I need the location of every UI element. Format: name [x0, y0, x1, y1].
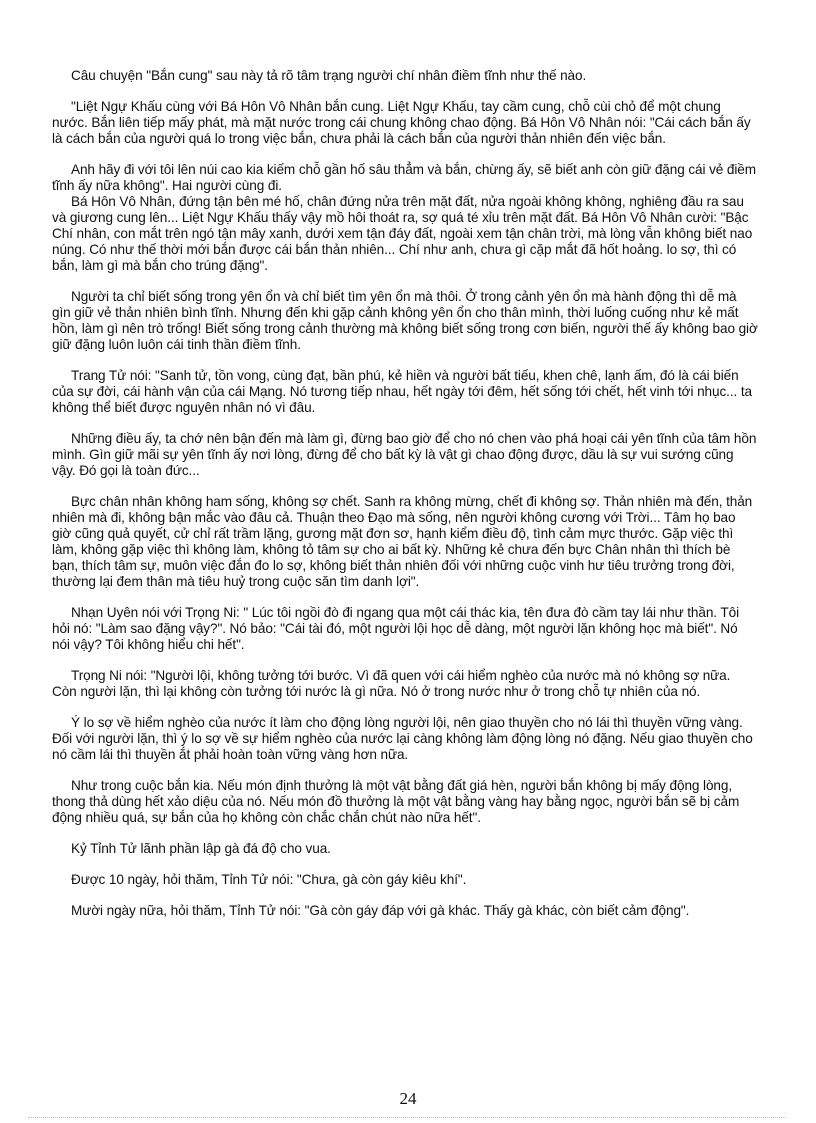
footer-divider [28, 1117, 786, 1118]
page-number: 24 [399, 1089, 417, 1108]
paragraph-15: Mười ngày nữa, hỏi thăm, Tỉnh Tử nói: "Gà còn gáy đáp với gà khác. Thấy gà khác, còn biết cảm động". [71, 903, 690, 918]
paragraph-9: Nhạn Uyên nói với Trọng Ni: " Lúc tôi ngồi đò đi ngang qua một cái thác kia, tên đưa đò cầm tay lái như thần. Tôi hỏi nó: "Làm sao đặng vậy?". Nó bảo: "Cái tài đó, một người lội học dễ dàng, một người lặn không học mà biết". Nó nói vậy? Tôi không hiểu chi hết". [52, 605, 739, 652]
paragraph-7: Những điều ấy, ta chớ nên bận đến mà làm gì, đừng bao giờ để cho nó chen vào phá hoại cái yên tĩnh của tâm hồn mình. Gìn giữ mãi sự yên tĩnh ấy nơi lòng, đừng để cho bất kỳ là vật gì chao động được, dầu là sự vui sướng cũng vậy. Đó gọi là toàn đức... [52, 431, 757, 478]
paragraph-5: Người ta chỉ biết sống trong yên ổn và chỉ biết tìm yên ổn mà thôi. Ở trong cảnh yên ổn mà hành động thì dễ mà gìn giữ vẻ thản nhiên bình tĩnh. Nhưng đến khi gặp cảnh không yên ổn cho thân mình, thời luống cuống như kẻ mất hồn, làm gì nên trò trống! Biết sống trong cảnh thường mà không biết sống trong cơn biến, người thế ấy không bao giờ giữ đặng luôn luôn cái tinh thần điềm tĩnh. [52, 289, 758, 352]
paragraph-8: Bực chân nhân không ham sống, không sợ chết. Sanh ra không mừng, chết đi không sợ. Thản nhiên mà đến, thản nhiên mà đi, không bận mắc vào đâu cả. Thuận theo Đạo mà sống, nên người không cương với Trời... Tâm họ bao giờ cũng quả quyết, cử chỉ rất trầm lặng, gương mặt đơn sơ, hạnh kiểm điều độ, tình cảm mực thước. Gặp việc thì làm, không gặp việc thì không làm, không tỏ tâm sự cho ai bất kỳ. Những kẻ chưa đến bực Chân nhân thì thích bè bạn, thích tâm sự, muôn việc đắn đo lo sợ, không biết thản nhiên đối với những cuộc vinh hư tiêu trưởng trong đời, thường lại đem thân mà tiêu huỷ trong cuộc săn tìm danh lợi". [52, 494, 753, 589]
paragraph-14: Được 10 ngày, hỏi thăm, Tỉnh Tử nói: "Chưa, gà còn gáy kiêu khí". [71, 872, 467, 887]
paragraph-1: Câu chuyện "Bắn cung" sau này tả rõ tâm trạng người chí nhân điềm tĩnh như thế nào. [71, 68, 587, 83]
paragraph-11: Ý lo sợ về hiểm nghèo của nước ít làm cho động lòng người lội, nên giao thuyền cho nó lái thì thuyền vững vàng. Đối với người lặn, thì ý lo sợ về sự hiểm nghèo của nước lại càng không làm động lòng nó đặng. Nếu giao thuyền cho nó cầm lái thì thuyền ắt phải hoàn toàn vững vàng hơn nữa. [52, 715, 753, 762]
paragraph-2: "Liệt Ngự Khấu cùng với Bá Hôn Vô Nhân bắn cung. Liệt Ngự Khấu, tay cầm cung, chỗ cùi chỏ để một chung nước. Bắn liên tiếp mấy phát, mà mặt nước trong cái chung không chao động. Bá Hôn Vô Nhân nói: "Cái cách bắn ấy là cách bắn của người quá lo trong việc bắn, chưa phải là cách bắn của người thản nhiên đến việc bắn. [52, 99, 751, 146]
document-body [52, 68, 758, 934]
paragraph-4: Bá Hôn Vô Nhân, đứng tận bên mé hố, chân đứng nửa trên mặt đất, nửa ngoài không không, nghiêng đầu ra sau và giương cung lên... Liệt Ngự Khấu thấy vậy mồ hôi thoát ra, sợ quá té xỉu trên mặt đất. Bá Hôn Vô Nhân cười: "Bậc Chí nhân, con mắt trên ngó tận mây xanh, dưới xem tận đáy đất, ngoài xem tận chân trời, mà lòng vẫn không biết nao núng. Có như thế thời mới bắn được cái bắn thản nhiên... Chí như anh, chưa gì cặp mắt đã hốt hoảng. lo sợ, thì có bắn, làm gì mà bắn cho trúng đặng". [52, 194, 753, 273]
paragraph-12: Như trong cuộc bắn kia. Nếu món định thưởng là một vật bằng đất giá hèn, người bắn không bị mấy động lòng, thong thả dùng hết xảo diệu của nó. Nếu món đồ thưởng là một vật bằng vàng hay bằng ngọc, người bắn sẽ bị cảm động nhiều quá, sự bắn của họ không còn chắc chắn chút nào nữa hết". [52, 778, 740, 825]
paragraph-6: Trang Tử nói: "Sanh tử, tồn vong, cùng đạt, bần phú, kẻ hiền và người bất tiếu, khen chê, lạnh ấm, đó là cái biến của sự đời, cái hành vận của cái Mạng. Nó tương tiếp nhau, hết ngày tới đêm, hết sống tới chết, hết vinh tới nhục... ta không thể biết được nguyên nhân nó vì đâu. [52, 368, 752, 415]
paragraph-10: Trọng Ni nói: "Người lội, không tưởng tới bước. Vì đã quen với cái hiểm nghèo của nước mà nó không sợ nữa. Còn người lặn, thì lại không còn tưởng tới nước là gì nữa. Nó ở trong nước như ở trong chỗ tự nhiên của nó. [52, 668, 731, 699]
paragraph-13: Kỷ Tỉnh Tử lãnh phần lập gà đá độ cho vua. [71, 841, 331, 856]
paragraph-3: Anh hãy đi với tôi lên núi cao kia kiếm chỗ gần hố sâu thẳm và bắn, chừng ấy, sẽ biết anh còn giữ đặng cái vẻ điềm tĩnh ấy nữa không". Hai người cùng đi. [52, 162, 756, 193]
